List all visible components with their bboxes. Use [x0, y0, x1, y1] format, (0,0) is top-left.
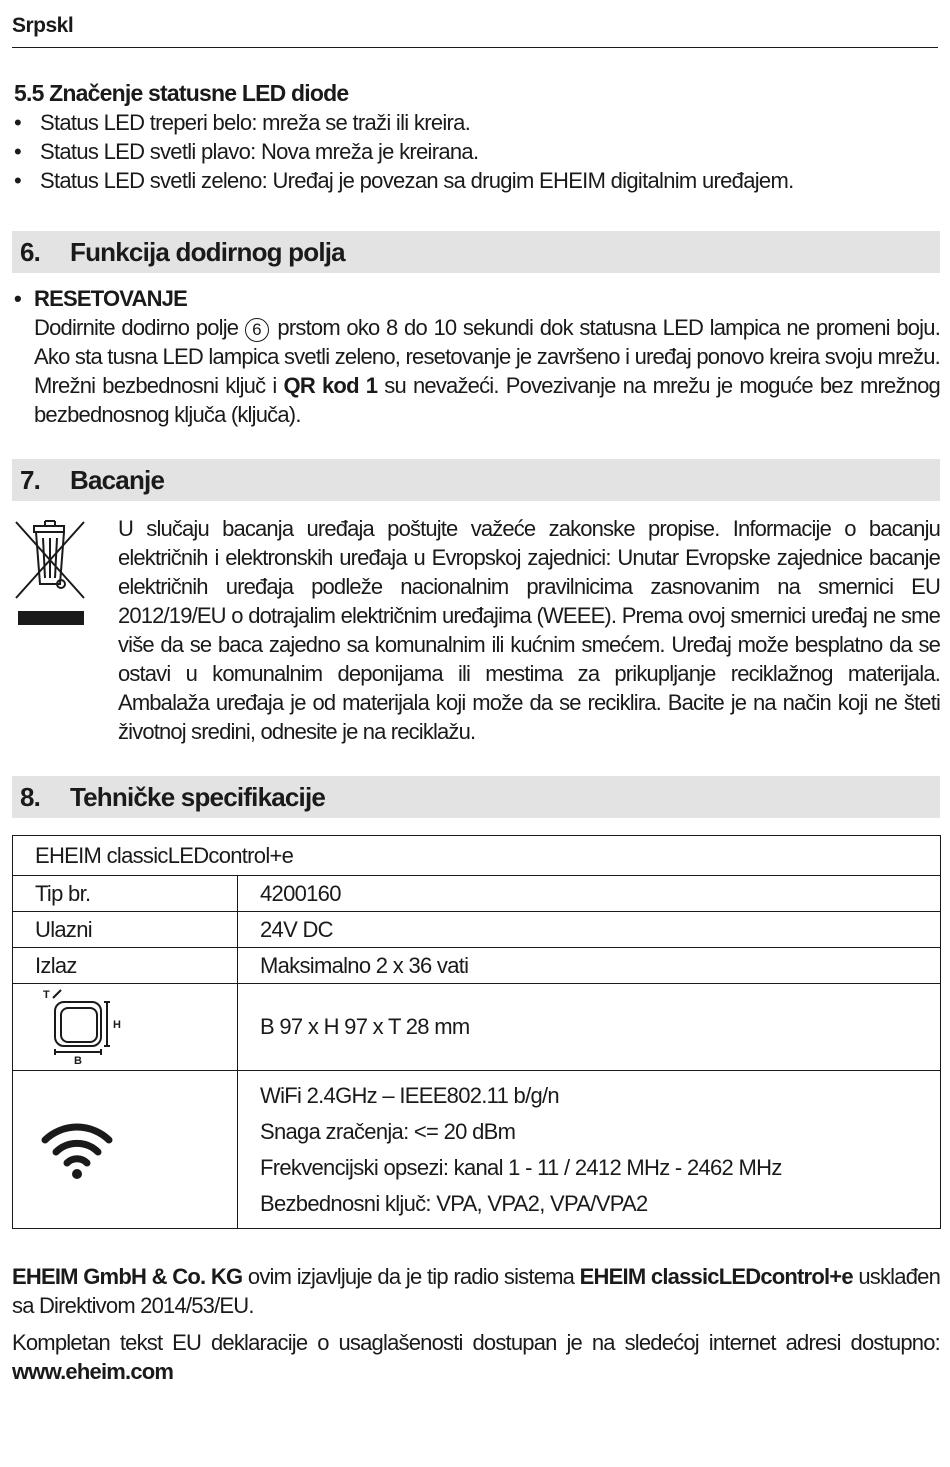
wifi-icon: [37, 1112, 117, 1182]
section-number: 8.: [20, 782, 41, 812]
declaration-text: ovim izjavljuje da je tip radio sistema: [247, 1264, 575, 1289]
spec-value: 24V DC: [238, 912, 941, 948]
declaration-text: Kompletan tekst EU deklaracije o usaglašenosti dostupan je na sledećoj internet adresi dostupno:: [12, 1330, 940, 1355]
reset-text-part: su nevažeći. Povezivanje na mrežu je moguće bez mrežnog bezbednosnog ključa (ključa).: [34, 373, 940, 427]
spec-label: Tip br.: [13, 876, 238, 912]
touch-field-number-badge: 6: [245, 318, 269, 342]
declaration-paragraph: [12, 1262, 940, 1320]
table-row: [13, 912, 941, 948]
header-divider: [12, 47, 938, 48]
list-item: • Status LED svetli plavo: Nova mreža je kreirana.: [14, 137, 794, 166]
reset-text-part: Dodirnite dodirno polje: [34, 315, 239, 340]
wifi-spec-line: Bezbednosni ključ: VPA, VPA2, VPA/VPA2: [260, 1190, 648, 1216]
list-item: • Status LED treperi belo: mreža se traži ili kreira.: [14, 108, 794, 137]
spec-value: Maksimalno 2 x 36 vati: [238, 948, 941, 984]
led-section-heading: 5.5 Značenje statusne LED diode: [14, 80, 349, 106]
declaration-product: EHEIM classicLEDcontrol+e: [579, 1264, 853, 1289]
declaration-paragraph: [12, 1328, 940, 1386]
section-title: Tehničke specifikacije: [70, 782, 326, 812]
table-row: [13, 876, 941, 912]
section-6-header: [12, 231, 940, 273]
section-7-header: [12, 459, 940, 501]
section-title: Funkcija dodirnog polja: [70, 237, 345, 267]
list-item: • Status LED svetli zeleno: Uređaj je povezan sa drugim EHEIM digitalnim uređajem.: [14, 166, 794, 195]
section-number: 7.: [20, 465, 41, 495]
dimensions-icon-cell: [13, 984, 238, 1071]
specifications-table: [12, 835, 941, 1229]
reset-text-part: prstom oko 8 do 10 sekundi dok statusna LED lampica ne promeni boju. Ako sta tusna LED lampica svetli zeleno, resetovanje je završeno i uređaj ponovo kreira svoju mrežu. Mrežni bezbednosni ključ i: [34, 315, 941, 398]
wifi-specs-cell: [238, 1071, 941, 1229]
reset-instructions: [14, 284, 940, 429]
section-number: 6.: [20, 237, 41, 267]
wifi-spec-line: Snaga zračenja: <= 20 dBm: [260, 1118, 516, 1144]
wifi-icon-cell: [13, 1071, 238, 1229]
crossed-out-wheelie-bin-icon: [12, 516, 90, 628]
spec-label: Izlaz: [13, 948, 238, 984]
led-status-list: [14, 108, 794, 195]
dimension-label-b: B: [74, 1055, 82, 1064]
section-8-header: [12, 776, 940, 818]
reset-title: • RESETOVANJE: [14, 284, 940, 313]
table-row: [13, 1071, 941, 1229]
qr-code-term: QR kod 1: [283, 373, 378, 398]
dimension-label-h: H: [113, 1019, 121, 1031]
dimensions-icon: [41, 984, 131, 1064]
spec-label: Ulazni: [13, 912, 238, 948]
product-name-cell: EHEIM classicLEDcontrol+e: [13, 836, 941, 876]
page-language-header: Srpskl: [12, 14, 74, 37]
table-row: [13, 984, 941, 1071]
declaration-text: usklađen sa Direktivom 2014/53/EU.: [12, 1264, 941, 1318]
dimension-label-t: T: [43, 989, 50, 1001]
company-name: EHEIM GmbH & Co. KG: [12, 1264, 243, 1289]
disposal-text: U slučaju bacanja uređaja poštujte važeće zakonske propise. Informacije o bacanju električnih i elektronskih uređaja u Evropskoj zajednici: Unutar Evropske zajednice bacanje električnih uređaja podleže nacionalnim pravilnicima zasnovanim na smernici EU 2012/19/EU o dotrajalim električnim uređajima (WEEE). Prema ovoj smernici uređaj ne sme više da se baca zajedno sa komunalnim ili kućnim smećem. Uređaj može besplatno da se ostavi u komunalnim deponijama ili mestima za prikupljanje reciklažnog materijala. Ambalaža uređaja je od materijala koji može da se reciklira. Bacite je na način koji ne šteti životnoj sredini, odnesite je na reciklažu.: [118, 516, 940, 744]
wifi-spec-line: Frekvencijski opsezi: kanal 1 - 11 / 2412 MHz - 2462 MHz: [260, 1154, 782, 1180]
spec-value: 4200160: [238, 876, 941, 912]
dimensions-value: B 97 x H 97 x T 28 mm: [238, 984, 941, 1071]
table-row: [13, 836, 941, 876]
section-title: Bacanje: [70, 465, 165, 495]
wifi-spec-line: WiFi 2.4GHz – IEEE802.11 b/g/n: [260, 1082, 559, 1108]
declaration-of-conformity: [12, 1262, 940, 1394]
table-row: [13, 948, 941, 984]
reset-text: [14, 313, 940, 429]
website-link[interactable]: www.eheim.com: [12, 1359, 174, 1384]
